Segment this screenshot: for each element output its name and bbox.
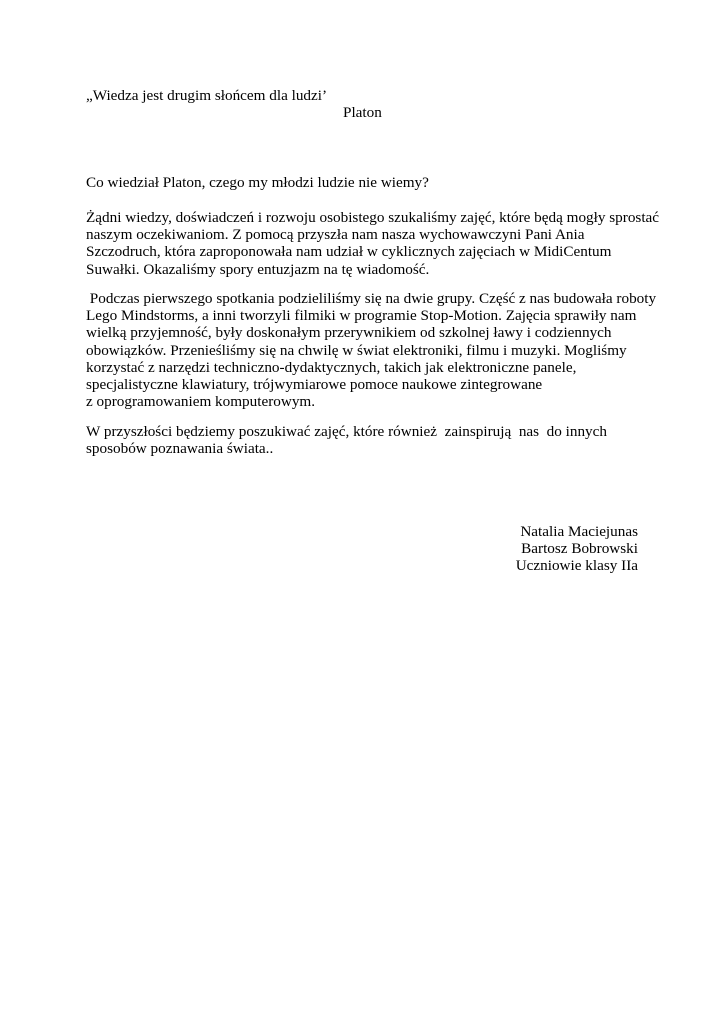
signature-class: Uczniowie klasy IIa — [515, 557, 638, 575]
paragraph-line: Suwałki. Okazaliśmy spory entuzjazm na tę wiadomość. — [86, 260, 430, 278]
paragraph-line: wielką przyjemność, były doskonałym przerywnikiem od szkolnej ławy i codziennych — [86, 324, 612, 342]
signature-name: Bartosz Bobrowski — [521, 540, 638, 558]
paragraph-line: W przyszłości będziemy poszukiwać zajęć, które również zainspirują nas do innych — [86, 423, 607, 440]
paragraph-line: Podczas pierwszego spotkania podzieliliśmy się na dwie grupy. Część z nas budowała roboty — [86, 290, 657, 307]
paragraph-line: Żądni wiedzy, doświadczeń i rozwoju osobistego szukaliśmy zajęć, które będą mogły sprostać — [86, 209, 660, 226]
paragraph-line: korzystać z narzędzi techniczno-dydaktycznych, takich jak elektroniczne panele, — [86, 358, 577, 376]
quote-text — [86, 87, 646, 104]
paragraph-3 — [86, 423, 646, 457]
quote-author: Platon — [343, 104, 382, 121]
paragraph-line: Szczodruch, która zaproponowała nam udział w cyklicznych zajęciach w MidiCentum — [86, 243, 612, 261]
question-heading — [86, 174, 646, 191]
paragraph-2 — [86, 290, 657, 411]
paragraph-line: z oprogramowaniem komputerowym. — [86, 393, 316, 411]
quote-line: „Wiedza jest drugim słońcem dla ludzi’ — [86, 87, 328, 104]
signature-name: Natalia Maciejunas — [520, 523, 638, 540]
question-line: Co wiedział Platon, czego my młodzi ludzie nie wiemy? — [86, 174, 429, 191]
paragraph-line: Lego Mindstorms, a inni tworzyli filmiki w programie Stop-Motion. Zajęcia sprawiły nam — [86, 307, 637, 325]
paragraph-line: naszym oczekiwaniom. Z pomocą przyszła nam nasza wychowawczyni Pani Ania — [86, 226, 585, 244]
paragraph-line: specjalistyczne klawiatury, trójwymiarowe pomoce naukowe zintegrowane — [86, 376, 543, 394]
signature-block — [516, 523, 638, 575]
paragraph-line: sposobów poznawania świata.. — [86, 440, 274, 458]
paragraph-1 — [86, 209, 660, 278]
paragraph-line: obowiązków. Przenieśliśmy się na chwilę w świat elektroniki, filmu i muzyki. Mogliśmy — [86, 341, 627, 359]
